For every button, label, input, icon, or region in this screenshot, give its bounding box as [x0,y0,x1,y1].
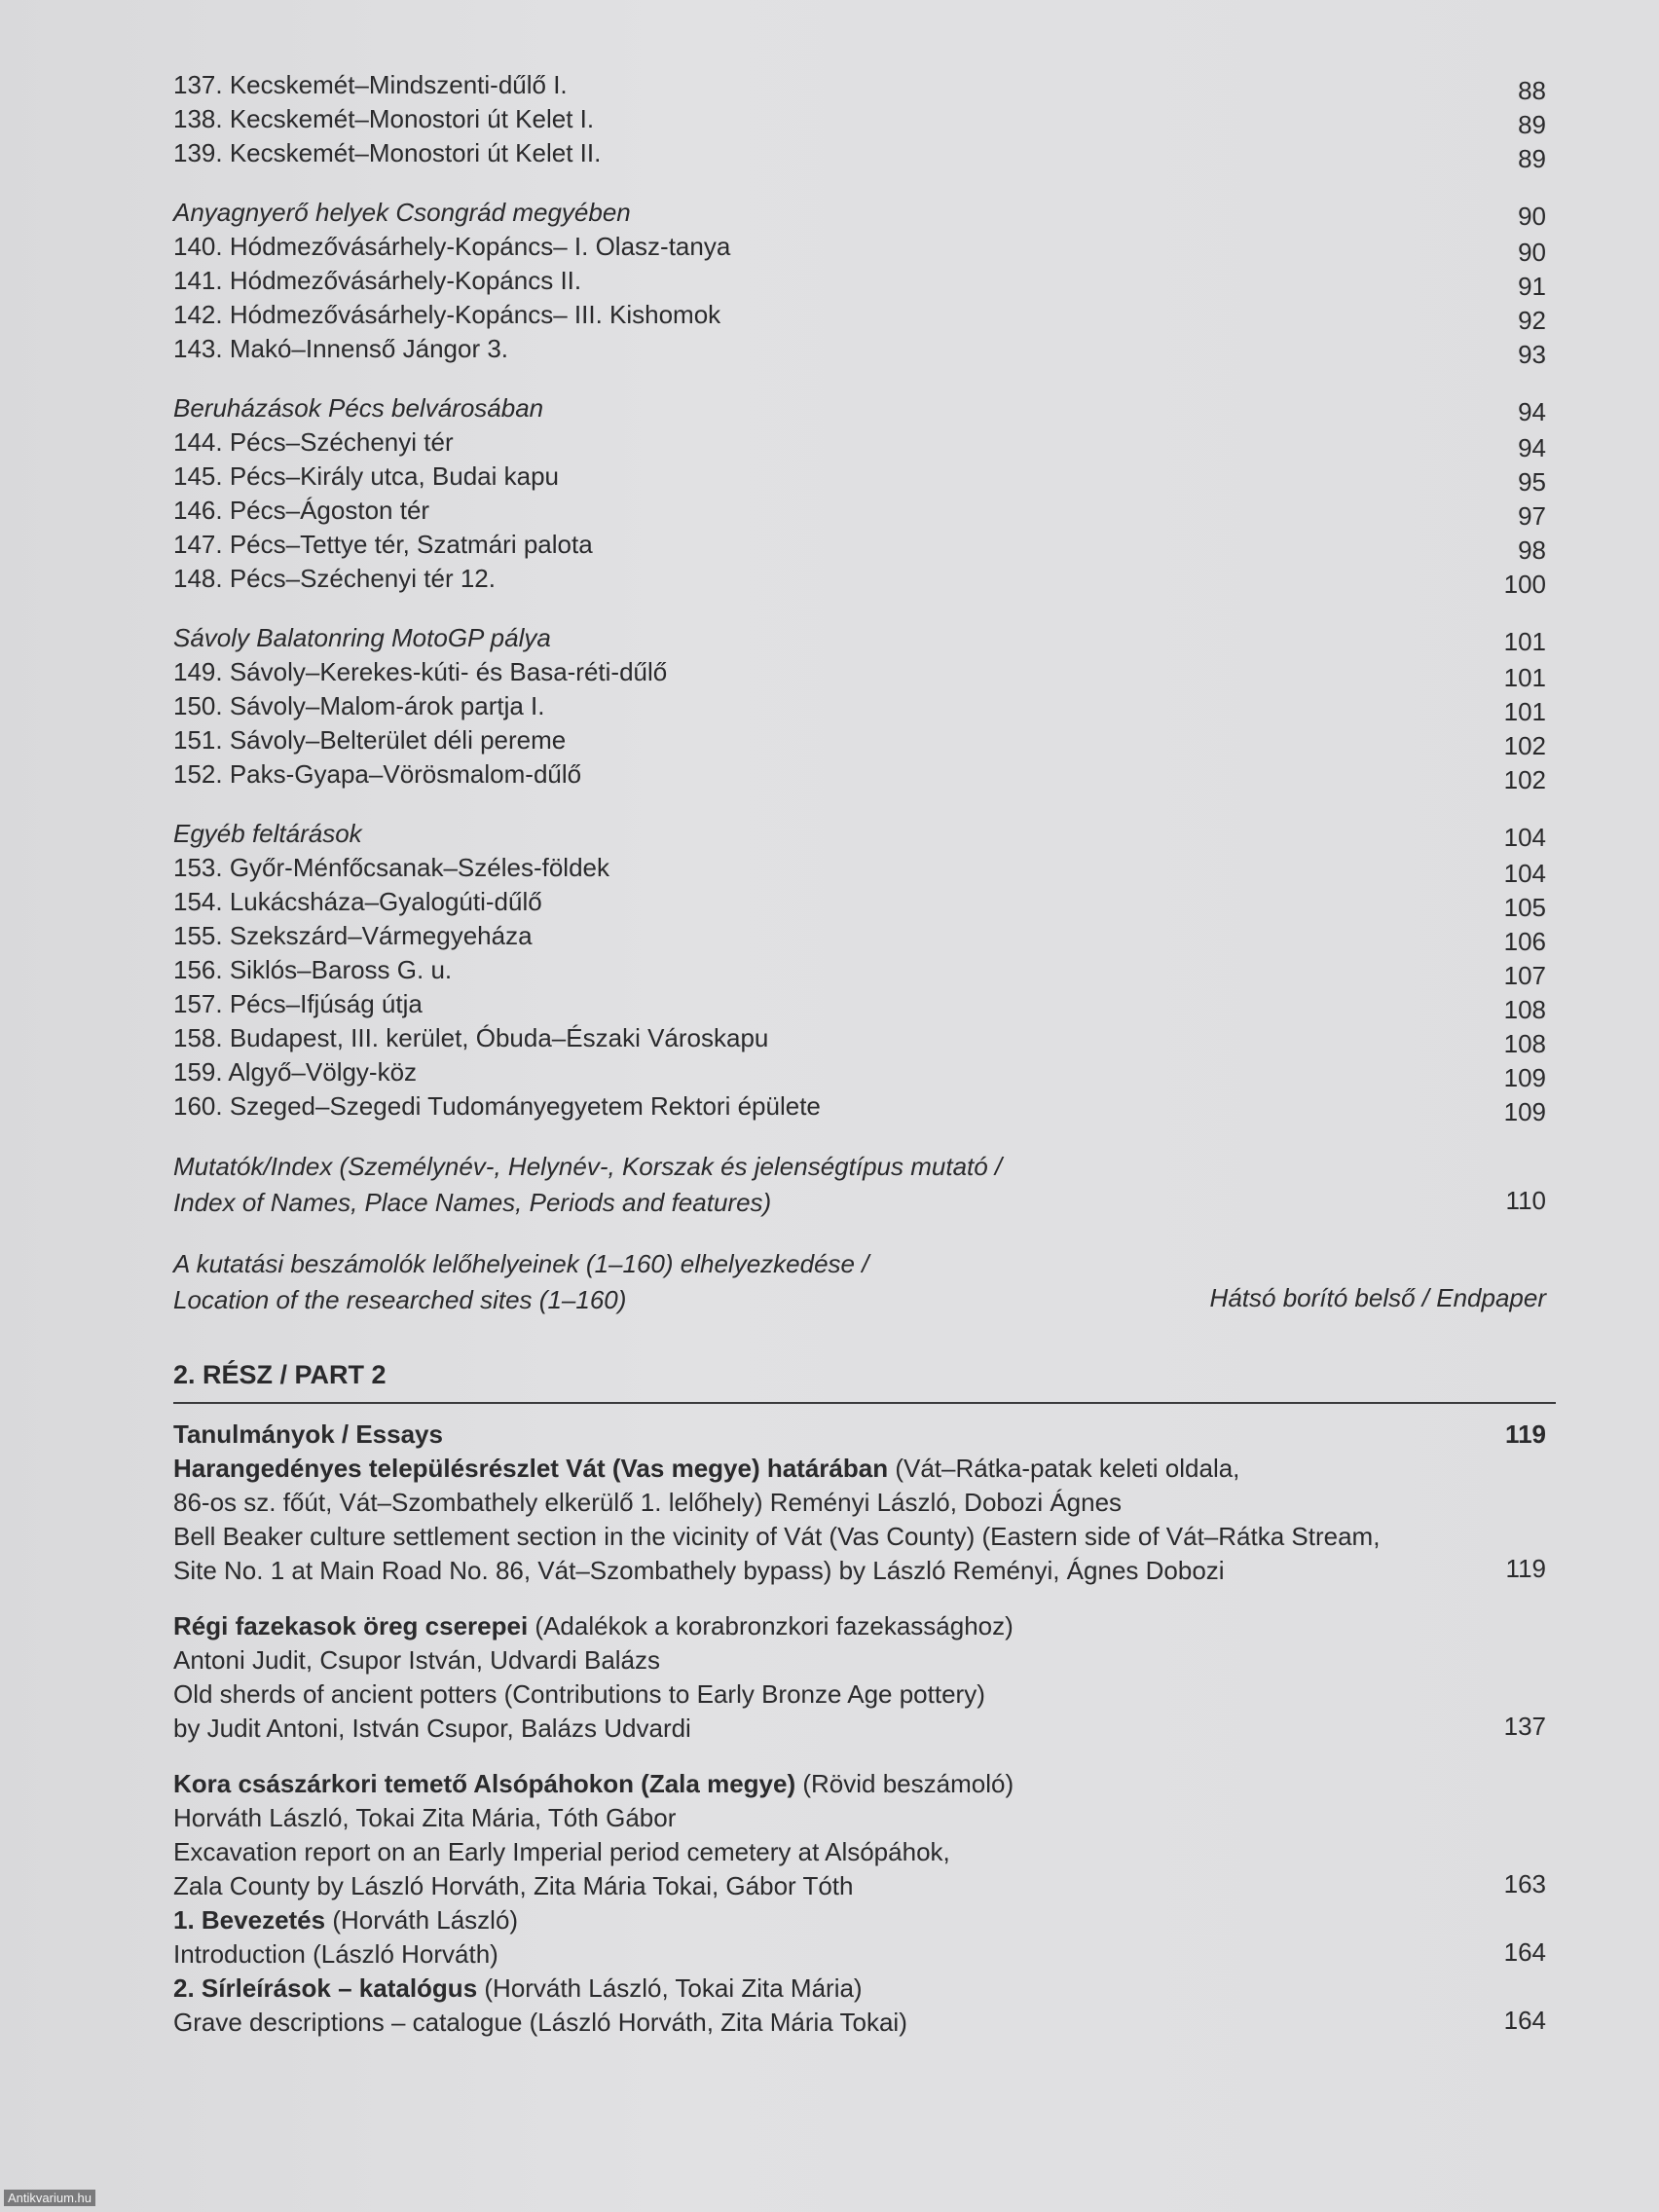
subsection-page: 164 [1503,1937,1546,1967]
essay-entry [173,1767,1556,1903]
toc-row [173,1021,1556,1058]
essay-line: Bell Beaker culture settlement section in the vicinity of Vát (Vas County) (Eastern side of Vát–Rátka Stream, [173,1522,1381,1551]
toc-title: 159. Algyő–Völgy-köz [173,1057,418,1087]
section-heading-page: 101 [1503,627,1546,656]
toc-title: 139. Kecskemét–Monostori út Kelet II. [173,138,602,167]
essay-title-line: Régi fazekasok öreg cserepei (Adalékok a korabronzkori fazekassághoz) [173,1611,1014,1641]
essay-line: Site No. 1 at Main Road No. 86, Vát–Szombathely bypass) by László Reményi, Ágnes Dobozi [173,1556,1225,1585]
section-heading-text: Sávoly Balatonring MotoGP pálya [173,623,551,652]
subsection-entry [173,1903,1556,1972]
watermark: Antikvarium.hu [4,2190,95,2206]
toc-page: 109 [1503,1097,1546,1126]
toc-row [173,723,1556,760]
toc-row [173,919,1556,956]
subsection-line: Introduction (László Horváth) [173,1939,498,1969]
toc-page: 90 [1518,238,1546,267]
toc-title: 152. Paks-Gyapa–Vörösmalom-dűlő [173,759,582,789]
essay-title-line: Kora császárkori temető Alsópáhokon (Zala megye) (Rövid beszámoló) [173,1769,1014,1798]
toc-group [173,391,1556,599]
toc-title: 138. Kecskemét–Monostori út Kelet I. [173,104,595,133]
subsection-title-line: 1. Bevezetés (Horváth László) [173,1905,519,1935]
toc-page: 101 [1503,697,1546,726]
toc-page: 89 [1518,110,1546,139]
toc-row [173,1055,1556,1092]
toc-page: 94 [1518,433,1546,462]
toc-page: 102 [1503,731,1546,760]
toc-row [173,987,1556,1024]
toc-title: 142. Hódmezővásárhely-Kopáncs– III. Kishomok [173,300,721,329]
toc-title: 137. Kecskemét–Mindszenti-dűlő I. [173,70,568,99]
essays-heading: Tanulmányok / Essays [173,1419,443,1449]
essay-entry [173,1609,1556,1746]
subsection-line: Grave descriptions – catalogue (László Horváth, Zita Mária Tokai) [173,2008,907,2037]
section-heading-page: 104 [1503,823,1546,852]
toc-row [173,757,1556,792]
toc-title: 155. Szekszárd–Vármegyeháza [173,921,533,950]
essays-block [173,1418,1556,1588]
map-entry-page: Hátsó borító belső / Endpaper [1209,1283,1546,1312]
toc-group [173,196,1556,369]
section-heading-text: Egyéb feltárások [173,819,362,848]
toc-title: 160. Szeged–Szegedi Tudományegyetem Rektori épülete [173,1091,821,1121]
toc-title: 149. Sávoly–Kerekes-kúti- és Basa-réti-dűlő [173,657,668,686]
index-entry-page: 110 [1505,1186,1546,1215]
toc-title: 151. Sávoly–Belterület déli pereme [173,725,567,755]
section-heading [173,817,1556,851]
section-heading-text: Beruházások Pécs belvárosában [173,393,544,423]
toc-title: 157. Pécs–Ifjúság útja [173,989,423,1018]
section-heading [173,621,1556,655]
toc-row [173,230,1556,267]
toc-row [173,425,1556,460]
essays-page: 119 [1505,1419,1546,1449]
toc-page: 102 [1503,765,1546,794]
essay-line: Old sherds of ancient potters (Contributions to Early Bronze Age pottery) [173,1679,985,1709]
index-entry [173,1149,1556,1221]
toc-page: 95 [1518,467,1546,497]
toc-row [173,102,1556,139]
toc-title: 147. Pécs–Tettye tér, Szatmári palota [173,530,593,559]
section-heading-page: 90 [1518,202,1546,231]
toc-page: 88 [1518,76,1546,105]
section-heading [173,391,1556,425]
essay-page: 163 [1503,1869,1546,1899]
essay-page: 119 [1505,1554,1546,1583]
toc-title: 141. Hódmezővásárhely-Kopáncs II. [173,266,582,295]
toc-row [173,851,1556,888]
subsection-title-line: 2. Sírleírások – katalógus (Horváth László, Tokai Zita Mária) [173,1973,863,2003]
toc-group [173,68,1556,173]
toc-page: 106 [1503,927,1546,956]
toc-row [173,264,1556,301]
toc-page: 91 [1518,272,1546,301]
map-entry [173,1246,1556,1318]
toc-page: 108 [1503,1029,1546,1058]
essay-line: 86-os sz. főút, Vát–Szombathely elkerülő 1. lelőhely) Reményi László, Dobozi Ágnes [173,1488,1123,1517]
part-divider [173,1402,1556,1404]
index-entry-line: Mutatók/Index (Személynév-, Helynév-, Korszak és jelenségtípus mutató / [173,1152,1003,1181]
toc-title: 145. Pécs–Király utca, Budai kapu [173,461,560,491]
index-entry-line: Index of Names, Place Names, Periods and features) [173,1188,772,1217]
toc-title: 156. Siklós–Baross G. u. [173,955,453,984]
map-entry-line: A kutatási beszámolók lelőhelyeinek (1–160) elhelyezkedése / [173,1249,869,1278]
toc-page: 101 [1503,663,1546,692]
essay-line: Zala County by László Horváth, Zita Mária Tokai, Gábor Tóth [173,1871,854,1900]
toc-row [173,528,1556,565]
essay-title-line: Harangedényes településrészlet Vát (Vas megye) határában (Vát–Rátka-patak keleti oldala, [173,1454,1240,1483]
essay-line: Horváth László, Tokai Zita Mária, Tóth Gábor [173,1803,677,1832]
toc-title: 154. Lukácsháza–Gyalogúti-dűlő [173,887,542,916]
toc-title: 150. Sávoly–Malom-árok partja I. [173,691,545,720]
toc-page: 89 [1518,144,1546,173]
toc-row [173,885,1556,922]
toc-title: 158. Budapest, III. kerület, Óbuda–Északi Városkapu [173,1023,769,1052]
table-of-contents [173,68,1556,2040]
toc-row [173,953,1556,990]
toc-group [173,621,1556,792]
essay-line: Antoni Judit, Csupor István, Udvardi Balázs [173,1645,661,1675]
toc-row [173,1089,1556,1124]
toc-row [173,494,1556,531]
toc-page: 92 [1518,306,1546,335]
toc-row [173,298,1556,335]
map-entry-line: Location of the researched sites (1–160) [173,1285,627,1314]
toc-page: 107 [1503,961,1546,990]
toc-title: 146. Pécs–Ágoston tér [173,496,430,525]
toc-title: 144. Pécs–Széchenyi tér [173,427,454,457]
section-heading-page: 94 [1518,397,1546,426]
toc-page: 93 [1518,340,1546,369]
essay-line: Excavation report on an Early Imperial period cemetery at Alsópáhok, [173,1837,950,1866]
toc-title: 153. Győr-Ménfőcsanak–Széles-földek [173,853,610,882]
toc-row [173,136,1556,173]
toc-row [173,68,1556,105]
toc-page: 109 [1503,1063,1546,1092]
essay-page: 137 [1503,1712,1546,1741]
section-heading-text: Anyagnyerő helyek Csongrád megyében [173,198,631,227]
section-heading [173,196,1556,230]
toc-page: 108 [1503,995,1546,1024]
toc-page: 97 [1518,501,1546,531]
toc-title: 140. Hódmezővásárhely-Kopáncs– I. Olasz-tanya [173,232,731,261]
toc-page: 98 [1518,535,1546,565]
toc-page: 104 [1503,859,1546,888]
toc-row [173,460,1556,497]
toc-row [173,332,1556,369]
toc-group [173,817,1556,1124]
toc-page: 100 [1503,570,1546,599]
toc-title: 148. Pécs–Széchenyi tér 12. [173,564,496,593]
toc-row [173,689,1556,726]
subsection-page: 164 [1503,2006,1546,2035]
toc-page: 105 [1503,893,1546,922]
subsection-entry [173,1972,1556,2040]
toc-title: 143. Makó–Innenső Jángor 3. [173,334,509,363]
essay-line: by Judit Antoni, István Csupor, Balázs Udvardi [173,1714,691,1743]
toc-row [173,562,1556,599]
part-title: 2. RÉSZ / PART 2 [173,1360,387,1389]
toc-row [173,655,1556,692]
